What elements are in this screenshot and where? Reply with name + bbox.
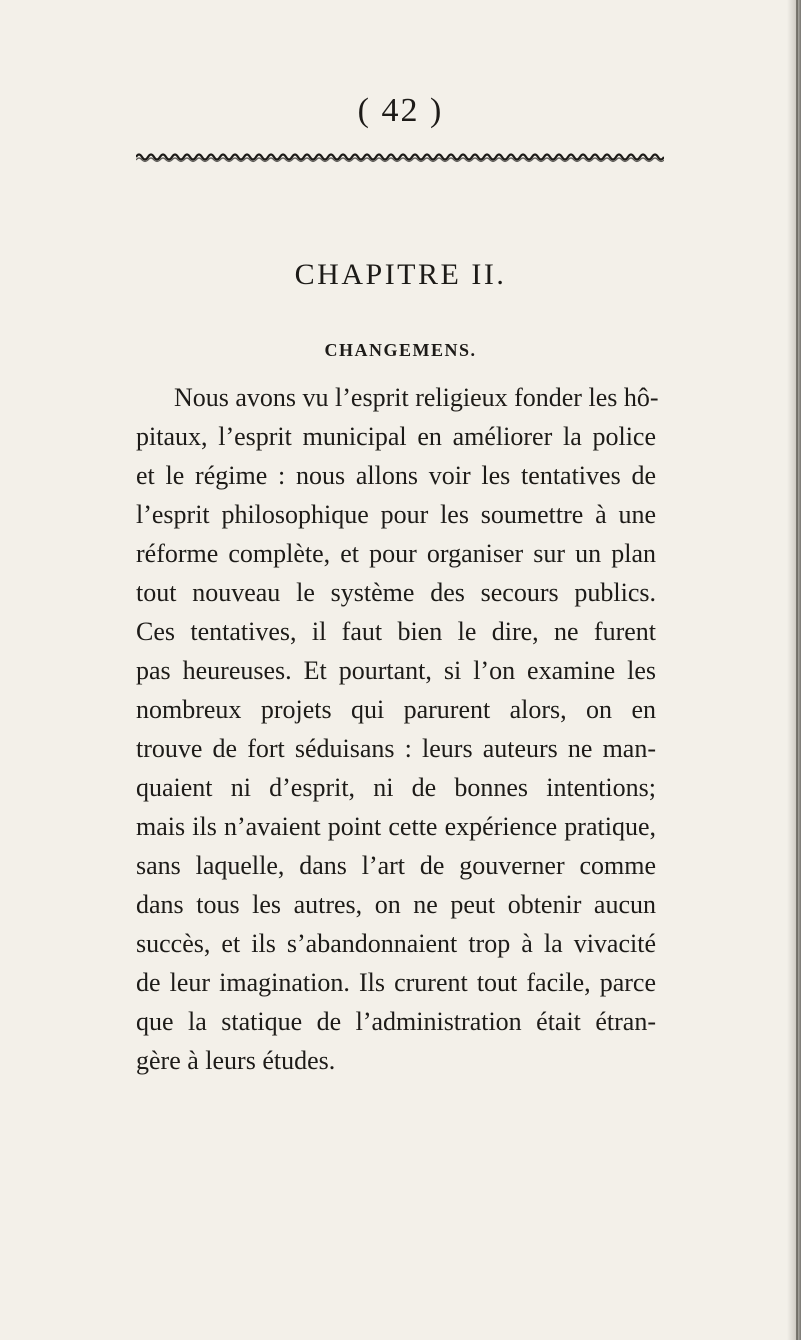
- text-line: tout nouveau le système des secours publics.: [136, 578, 656, 607]
- text-line: nombreux projets qui parurent alors, on en: [136, 695, 656, 724]
- text-line: dans tous les autres, on ne peut obtenir aucun: [136, 890, 656, 919]
- text-line: pas heureuses. Et pourtant, si l’on examine les: [136, 656, 656, 685]
- text-line: Nous avons vu l’esprit religieux fonder les hô-: [174, 383, 659, 412]
- text-line: de leur imagination. Ils crurent tout facile, parce: [136, 968, 656, 997]
- text-line: sans laquelle, dans l’art de gouverner comme: [136, 851, 656, 880]
- chapter-subtitle: CHANGEMENS.: [324, 340, 477, 360]
- ornament-rule: [136, 151, 664, 163]
- text-line: réforme complète, et pour organiser sur un plan: [136, 539, 656, 568]
- page-number: ( 42 ): [357, 92, 444, 129]
- chapter-title: CHAPITRE II.: [294, 258, 507, 291]
- body-paragraph: [136, 378, 659, 1080]
- text-line: quaient ni d’esprit, ni de bonnes intentions;: [136, 773, 656, 802]
- text-line: pitaux, l’esprit municipal en améliorer la police: [136, 422, 656, 451]
- page-edge-line: [796, 0, 798, 1340]
- text-line: gère à leurs études.: [136, 1046, 336, 1075]
- text-line: que la statique de l’administration était étran-: [136, 1007, 656, 1036]
- text-line: trouve de fort séduisans : leurs auteurs ne man-: [136, 734, 656, 763]
- text-line: l’esprit philosophique pour les soumettre à une: [136, 500, 656, 529]
- text-line: Ces tentatives, il faut bien le dire, ne furent: [136, 617, 656, 646]
- text-line: succès, et ils s’abandonnaient trop à la vivacité: [136, 929, 656, 958]
- text-line: mais ils n’avaient point cette expérience pratique,: [136, 812, 656, 841]
- text-line: et le régime : nous allons voir les tentatives de: [136, 461, 656, 490]
- page-edge-shadow: [787, 0, 801, 1340]
